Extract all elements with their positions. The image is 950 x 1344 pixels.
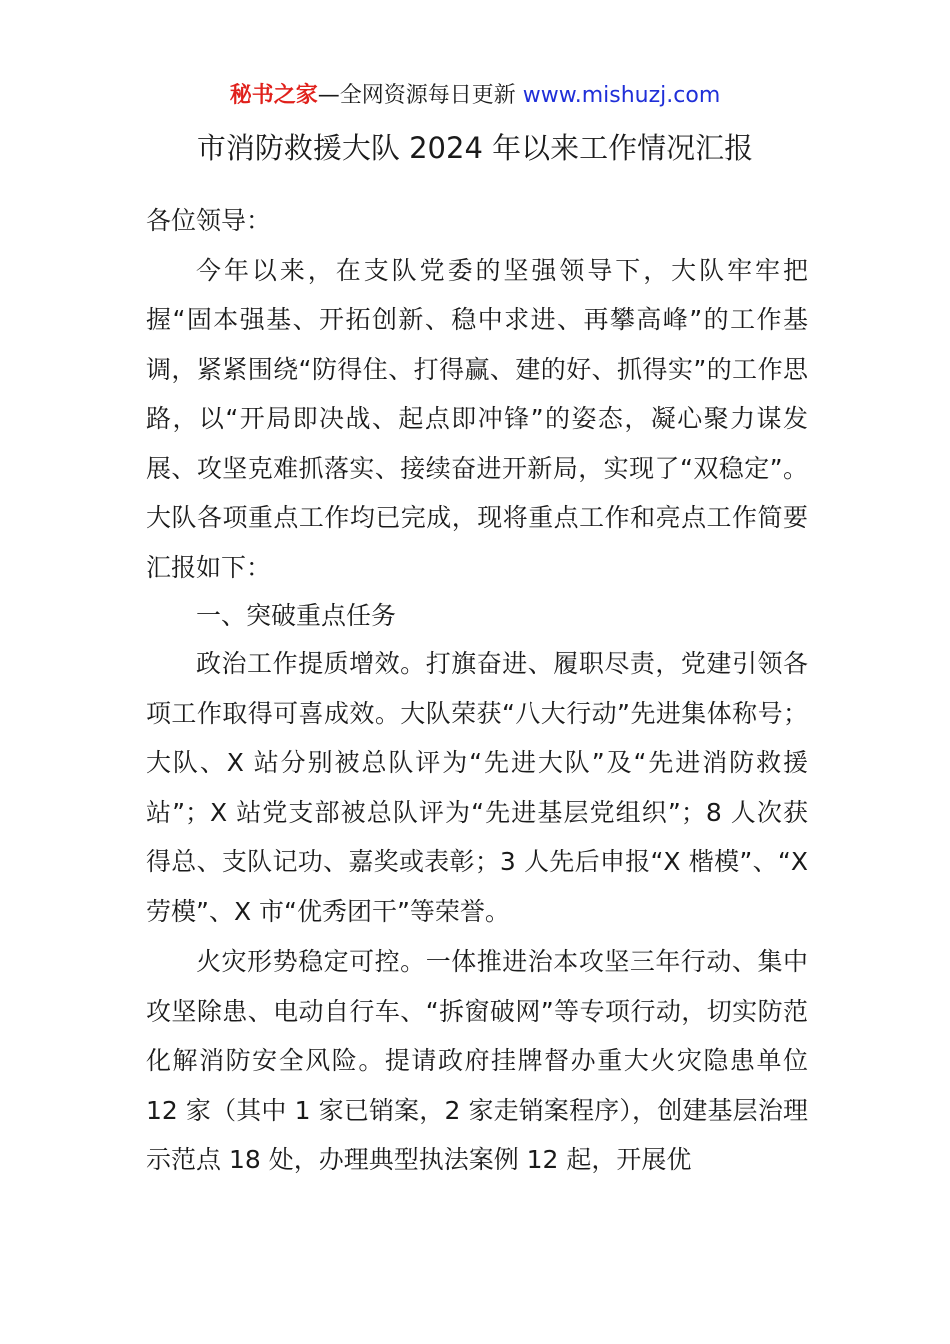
document-title: 市消防救援大队 2024 年以来工作情况汇报 <box>196 131 754 165</box>
political-work-paragraph: 政治工作提质增效。打旗奋进、履职尽责，党建引领各项工作取得可喜成效。大队荣获“八大行动”先进集体称号；大队、X 站分别被总队评为“先进大队”及“先进消防救援站”；X 站党支部被总队评为“先进基层党组织”；8 人次获得总、支队记功、嘉奖或表彰；3 人先后申报“X 楷模”、“X 劳模”、X 市“优秀团干”等荣誉。 <box>146 649 808 926</box>
document-body <box>146 196 808 1185</box>
fire-situation-paragraph: 火灾形势稳定可控。一体推进治本攻坚三年行动、集中攻坚除患、电动自行车、“拆窗破网”等专项行动，切实防范化解消防安全风险。提请政府挂牌督办重大火灾隐患单位 12 家（其中 1 家已销案，2 家走销案程序），创建基层治理示范点 18 处，办理典型执法案例 12 起，开展优 <box>146 947 808 1174</box>
site-header <box>0 80 950 112</box>
site-tagline: —全网资源每日更新 <box>317 83 523 108</box>
intro-paragraph: 今年以来，在支队党委的坚强领导下，大队牢牢把握“固本强基、开拓创新、稳中求进、再攀高峰”的工作基调，紧紧围绕“防得住、打得赢、建的好、抓得实”的工作思路，以“开局即决战、起点即冲锋”的姿态，凝心聚力谋发展、攻坚克难抓落实、接续奋进开新局，实现了“双稳定”。大队各项重点工作均已完成，现将重点工作和亮点工作简要汇报如下： <box>146 255 808 582</box>
site-brand: 秘书之家 <box>229 83 318 108</box>
section-heading: 一、突破重点任务 <box>196 601 397 630</box>
site-url-link[interactable]: www.mishuzj.com <box>522 83 721 108</box>
salutation: 各位领导： <box>146 206 272 235</box>
